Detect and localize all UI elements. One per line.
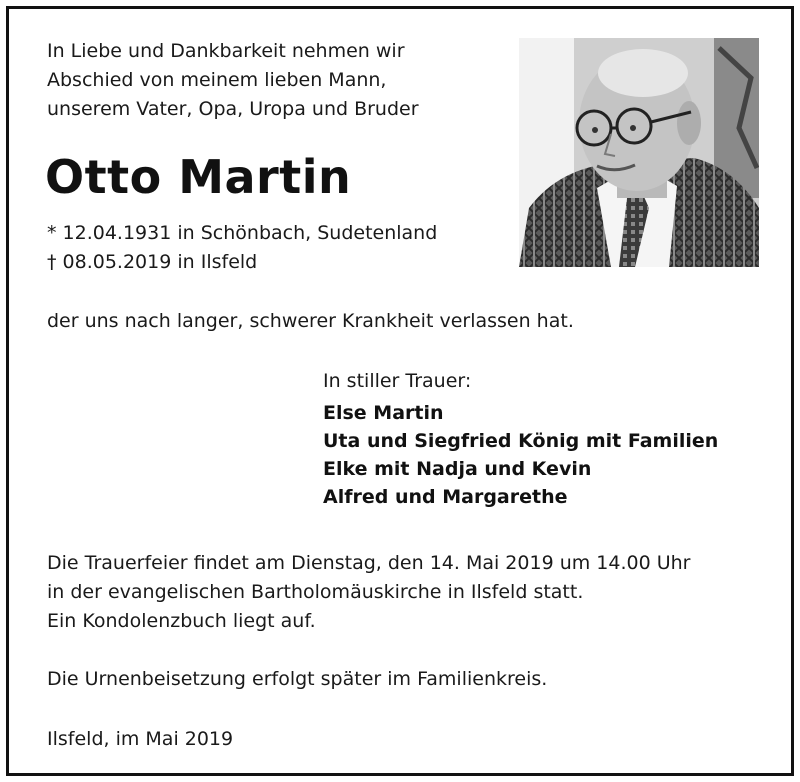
service-line: Ein Kondolenzbuch liegt auf. bbox=[47, 610, 316, 632]
intro-line: Abschied von meinem lieben Mann, bbox=[47, 69, 387, 91]
urn-burial-text: Die Urnenbeisetzung erfolgt später im Familienkreis. bbox=[47, 668, 548, 690]
mourner-name: Uta und Siegfried König mit Familien bbox=[323, 430, 719, 452]
portrait-photo bbox=[519, 38, 759, 267]
life-dates bbox=[47, 219, 437, 277]
deceased-name: Otto Martin bbox=[45, 150, 352, 204]
death-date: † 08.05.2019 in Ilsfeld bbox=[47, 251, 258, 273]
intro-line: In Liebe und Dankbarkeit nehmen wir bbox=[47, 40, 405, 62]
intro-text bbox=[47, 37, 419, 124]
service-info bbox=[47, 549, 690, 636]
reason-text: der uns nach langer, schwerer Krankheit verlassen hat. bbox=[47, 310, 574, 332]
place-date: Ilsfeld, im Mai 2019 bbox=[47, 728, 234, 750]
service-line: in der evangelischen Bartholomäuskirche in Ilsfeld statt. bbox=[47, 581, 584, 603]
mourner-name: Elke mit Nadja und Kevin bbox=[323, 458, 592, 480]
mourner-name: Else Martin bbox=[323, 402, 444, 424]
mourning-label: In stiller Trauer: bbox=[323, 370, 472, 392]
obituary-notice bbox=[6, 6, 794, 776]
portrait-image bbox=[519, 38, 759, 267]
mourner-name: Alfred und Margarethe bbox=[323, 486, 568, 508]
intro-line: unserem Vater, Opa, Uropa und Bruder bbox=[47, 98, 419, 120]
birth-date: * 12.04.1931 in Schönbach, Sudetenland bbox=[47, 222, 438, 244]
service-line: Die Trauerfeier findet am Dienstag, den 14. Mai 2019 um 14.00 Uhr bbox=[47, 552, 691, 574]
mourners-list bbox=[323, 399, 718, 511]
